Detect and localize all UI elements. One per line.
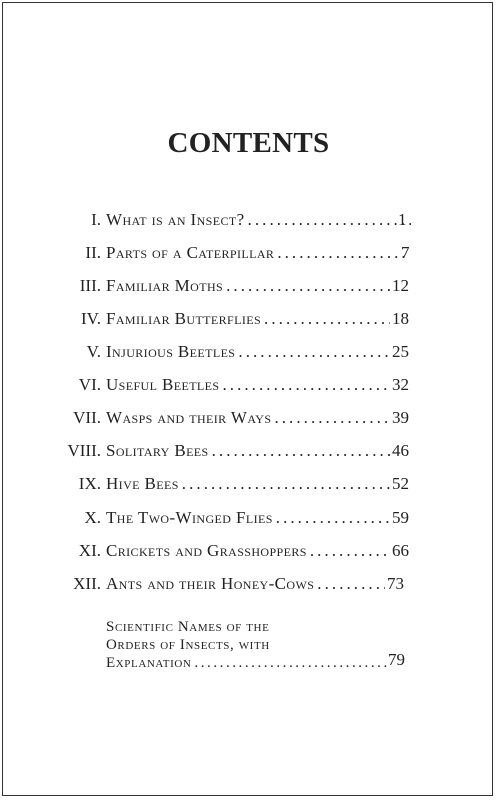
chapter-numeral: VIII. — [67, 441, 101, 460]
chapter-title-line — [106, 373, 390, 397]
toc-entry — [0, 307, 497, 331]
chapter-numeral: XI. — [78, 541, 101, 560]
chapter-title-line — [106, 241, 407, 265]
page-number: 52 — [392, 474, 409, 493]
chapter-numeral: IX. — [78, 474, 101, 493]
dot-leader — [314, 572, 385, 596]
page-border — [2, 2, 493, 796]
chapter-title-line — [106, 274, 390, 298]
chapter-title: Familiar Butterflies — [106, 309, 262, 328]
page-number: 66 — [392, 541, 409, 560]
appendix-entry — [106, 618, 411, 672]
dot-leader — [271, 406, 390, 430]
dot-leader — [273, 506, 390, 530]
dot-leader — [219, 373, 390, 397]
page-number: 79 — [388, 650, 405, 669]
page-number: 1 — [398, 210, 407, 229]
chapter-title-line — [106, 340, 390, 364]
chapter-title: What is an Insect? — [106, 210, 245, 229]
chapter-numeral: IV. — [81, 309, 101, 328]
page-number: 18 — [392, 309, 409, 328]
chapter-numeral: XII. — [73, 574, 101, 593]
toc-entry — [0, 208, 497, 232]
toc-entry — [0, 539, 497, 563]
page-number: 59 — [392, 508, 409, 527]
toc-entry — [0, 439, 497, 463]
chapter-numeral: II. — [85, 243, 101, 262]
dot-leader — [235, 340, 390, 364]
chapter-title: Crickets and Grasshoppers — [106, 541, 307, 560]
page-number: 25 — [392, 342, 409, 361]
toc-entry — [0, 241, 497, 265]
chapter-title-line — [106, 406, 390, 430]
toc-entry — [0, 406, 497, 430]
appendix-line-3: Explanation — [106, 655, 192, 671]
dot-leader — [261, 307, 390, 331]
chapter-title-line — [106, 506, 390, 530]
dot-leader — [307, 539, 390, 563]
appendix-line-1: Scientific Names of the — [106, 619, 270, 635]
page-number: 7 — [401, 243, 410, 262]
chapter-title-line — [106, 572, 385, 596]
page-title: CONTENTS — [167, 127, 330, 159]
dot-leader — [209, 439, 390, 463]
chapter-numeral: I. — [91, 210, 101, 229]
chapter-title: Hive Bees — [106, 474, 179, 493]
page-number: 73 — [387, 574, 404, 593]
dot-leader — [191, 654, 388, 672]
chapter-title: Solitary Bees — [106, 441, 209, 460]
chapter-title-line — [106, 439, 390, 463]
dot-leader — [179, 472, 390, 496]
chapter-numeral: III. — [79, 276, 101, 295]
appendix-line-3-wrap — [106, 654, 388, 672]
chapter-title-line — [106, 208, 411, 232]
toc-entry — [0, 340, 497, 364]
dot-leader — [223, 274, 390, 298]
dot-leader — [274, 241, 407, 265]
toc-entry — [0, 572, 497, 596]
chapter-numeral: V. — [86, 342, 101, 361]
chapter-title-line — [106, 307, 390, 331]
page-number: 39 — [392, 408, 409, 427]
chapter-numeral: X. — [84, 508, 101, 527]
chapter-title: The Two-Winged Flies — [106, 508, 273, 527]
chapter-title: Familiar Moths — [106, 276, 224, 295]
dot-leader — [245, 208, 411, 232]
chapter-title: Useful Beetles — [106, 375, 220, 394]
chapter-title-line — [106, 539, 390, 563]
toc-entry — [0, 373, 497, 397]
chapter-title: Parts of a Caterpillar — [106, 243, 275, 262]
page-number: 46 — [392, 441, 409, 460]
toc-entry — [0, 472, 497, 496]
chapter-numeral: VI. — [78, 375, 101, 394]
appendix-line-2: Orders of Insects, with — [106, 637, 270, 653]
chapter-title: Wasps and their Ways — [106, 408, 272, 427]
toc-entry — [0, 506, 497, 530]
toc-entry — [0, 274, 497, 298]
page-number: 12 — [392, 276, 409, 295]
chapter-numeral: VII. — [73, 408, 101, 427]
chapter-title: Ants and their Honey-Cows — [106, 574, 315, 593]
chapter-title-line — [106, 472, 390, 496]
page-number: 32 — [392, 375, 409, 394]
chapter-title: Injurious Beetles — [106, 342, 236, 361]
